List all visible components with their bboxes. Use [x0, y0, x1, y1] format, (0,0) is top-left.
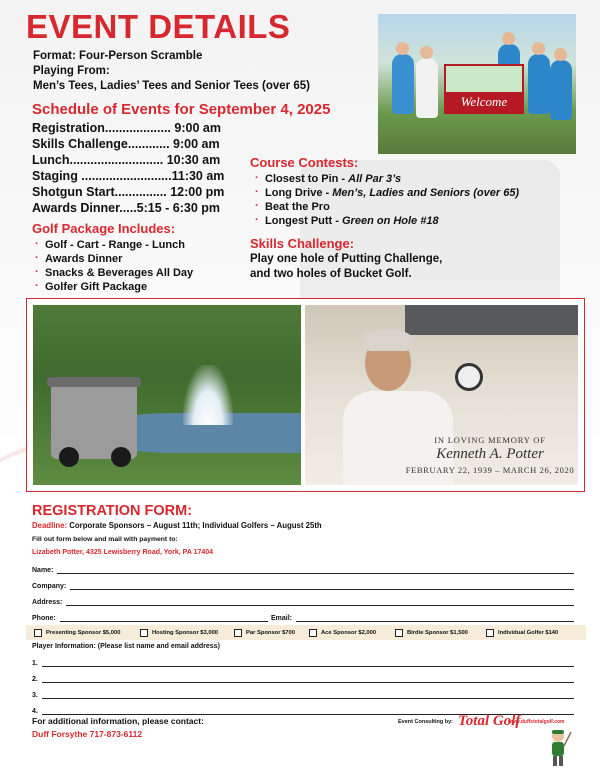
- golf-cart-photo: [33, 305, 301, 485]
- list-item: · Awards Dinner: [34, 252, 193, 266]
- list-item: · Golfer Gift Package: [34, 280, 193, 294]
- memorial-line1: IN LOVING MEMORY OF: [434, 435, 546, 445]
- schedule-row: Registration................... 9:00 am: [32, 121, 221, 135]
- contact-name-phone: Duff Forsythe 717-873-6112: [32, 729, 143, 739]
- phone-field[interactable]: [32, 610, 268, 622]
- player-2-field[interactable]: 2.: [32, 671, 574, 683]
- player-info-label: Player Information: (Please list name and email address): [32, 643, 220, 650]
- sponsorship-options: [26, 625, 586, 640]
- player-1-field[interactable]: 1.: [32, 655, 574, 667]
- sponsor-option-birdie[interactable]: Birdie Sponsor $1,500: [395, 629, 486, 637]
- list-item: · Golf - Cart - Range - Lunch: [34, 238, 193, 252]
- website-link[interactable]: www.duffstotalgolf.com: [508, 719, 565, 725]
- contact-label: For additional information, please contact:: [32, 716, 204, 726]
- playing-from-label: Playing From:: [33, 65, 110, 77]
- company-label: Company:: [32, 583, 67, 590]
- name-field[interactable]: [32, 562, 574, 574]
- schedule-row: Awards Dinner.....5:15 - 6:30 pm: [32, 201, 221, 215]
- company-field[interactable]: [32, 578, 574, 590]
- list-item: · Longest Putt - Green on Hole #18: [254, 214, 519, 228]
- list-item: · Beat the Pro: [254, 200, 519, 214]
- player-4-field[interactable]: 4.: [32, 703, 574, 715]
- photo-box: [26, 298, 585, 492]
- phone-label: Phone:: [32, 615, 56, 622]
- checkbox[interactable]: [234, 629, 242, 637]
- mascot-icon: [544, 728, 572, 768]
- total-golf-logo: Total Golf: [458, 713, 521, 729]
- welcome-banner: [444, 64, 524, 114]
- sponsor-option-individual[interactable]: Individual Golfer $140: [486, 629, 558, 637]
- sponsor-option-ace[interactable]: Ace Sponsor $2,000: [309, 629, 395, 637]
- player-3-field[interactable]: 3.: [32, 687, 574, 699]
- consulting-label: Event Consulting by:: [398, 719, 453, 725]
- list-item: · Snacks & Beverages All Day: [34, 266, 193, 280]
- mail-instruction: Fill out form below and mail with payment to:: [32, 536, 178, 543]
- email-field[interactable]: [271, 610, 574, 622]
- format-text: Format: Four-Person Scramble: [33, 50, 203, 62]
- skills-challenge-heading: Skills Challenge:: [250, 236, 355, 251]
- schedule-row: Staging ..........................11:30 am: [32, 169, 225, 183]
- welcome-banner-text: Welcome: [446, 92, 522, 112]
- page-title: EVENT DETAILS: [26, 8, 291, 45]
- mail-address: Lizabeth Potter, 4325 Lewisberry Road, York, PA 17404: [32, 549, 214, 556]
- group-photo: [378, 14, 576, 154]
- course-contests-heading: Course Contests:: [250, 155, 359, 170]
- sponsor-option-hosting[interactable]: Hosting Sponsor $3,000: [140, 629, 234, 637]
- list-item: · Closest to Pin - All Par 3’s: [254, 172, 519, 186]
- name-label: Name:: [32, 567, 54, 574]
- deadline-text: Corporate Sponsors – August 11th; Individual Golfers – August 25th: [69, 521, 322, 530]
- memorial-caption: [405, 435, 575, 475]
- list-item: · Long Drive - Men’s, Ladies and Seniors (over 65): [254, 186, 519, 200]
- schedule-row: Shotgun Start............... 12:00 pm: [32, 185, 225, 199]
- registration-heading: REGISTRATION FORM:: [32, 503, 193, 519]
- memorial-photo: [305, 305, 578, 485]
- golf-package-heading: Golf Package Includes:: [32, 221, 176, 236]
- deadline-label: Deadline:: [32, 521, 68, 530]
- deadline-line: [32, 521, 322, 530]
- schedule-row: Lunch........................... 10:30 am: [32, 153, 221, 167]
- checkbox[interactable]: [395, 629, 403, 637]
- email-label: Email:: [271, 615, 293, 622]
- skills-challenge-line2: and two holes of Bucket Golf.: [250, 268, 412, 280]
- schedule-row: Skills Challenge............ 9:00 am: [32, 137, 220, 151]
- checkbox[interactable]: [309, 629, 317, 637]
- checkbox[interactable]: [486, 629, 494, 637]
- skills-challenge-line1: Play one hole of Putting Challenge,: [250, 253, 443, 265]
- course-contests-list: [254, 172, 519, 228]
- memorial-name: Kenneth A. Potter: [436, 446, 544, 462]
- tees-text: Men’s Tees, Ladies’ Tees and Senior Tees (over 65): [33, 80, 310, 92]
- sponsor-option-par[interactable]: Par Sponsor $700: [234, 629, 309, 637]
- memorial-dates: FEBRUARY 22, 1939 – MARCH 26, 2020: [405, 465, 575, 475]
- checkbox[interactable]: [140, 629, 148, 637]
- address-label: Address:: [32, 599, 63, 606]
- address-field[interactable]: [32, 594, 574, 606]
- schedule-heading: Schedule of Events for September 4, 2025: [32, 101, 331, 118]
- checkbox[interactable]: [34, 629, 42, 637]
- sponsor-option-presenting[interactable]: Presenting Sponsor $5,000: [34, 629, 140, 637]
- golf-package-list: [34, 238, 193, 294]
